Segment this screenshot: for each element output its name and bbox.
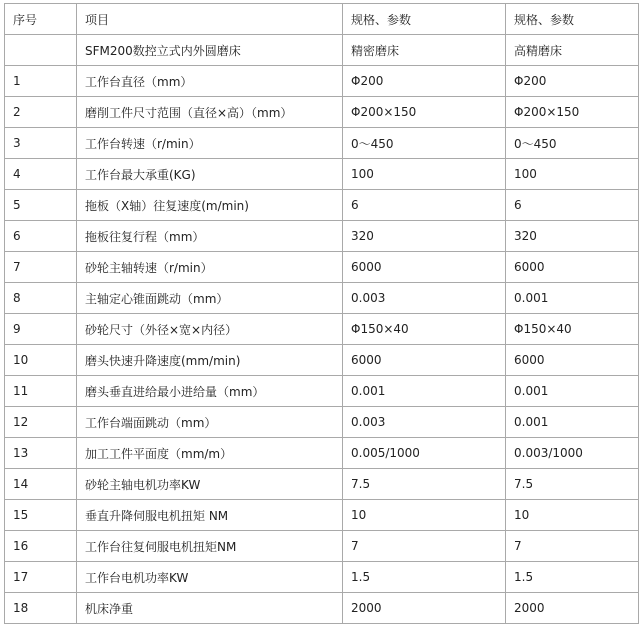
model-no xyxy=(5,35,77,66)
row-value-precision: Φ200×150 xyxy=(343,97,506,128)
row-value-precision: 7 xyxy=(343,531,506,562)
row-item: 磨头快速升降速度(mm/min) xyxy=(77,345,343,376)
row-value-precision: 7.5 xyxy=(343,469,506,500)
table-row xyxy=(5,159,639,190)
row-item: 机床净重 xyxy=(77,593,343,624)
row-item: 磨削工件尺寸范围（直径×高）（mm） xyxy=(77,97,343,128)
row-item: 拖板（X轴）往复速度(m/min) xyxy=(77,190,343,221)
row-value-precision: 6000 xyxy=(343,345,506,376)
row-value-high-precision: 1.5 xyxy=(506,562,639,593)
row-item: 工作台直径（mm） xyxy=(77,66,343,97)
header-item: 项目 xyxy=(77,4,343,35)
table-row xyxy=(5,252,639,283)
row-value-high-precision: 0～450 xyxy=(506,128,639,159)
row-item: 工作台端面跳动（mm） xyxy=(77,407,343,438)
row-number: 12 xyxy=(5,407,77,438)
table-row xyxy=(5,221,639,252)
row-number: 17 xyxy=(5,562,77,593)
header-spec-b: 规格、参数 xyxy=(506,4,639,35)
row-value-high-precision: 6 xyxy=(506,190,639,221)
row-number: 16 xyxy=(5,531,77,562)
row-value-high-precision: 6000 xyxy=(506,345,639,376)
row-value-precision: 0.001 xyxy=(343,376,506,407)
row-number: 7 xyxy=(5,252,77,283)
row-number: 13 xyxy=(5,438,77,469)
model-row xyxy=(5,35,639,66)
row-item: 拖板往复行程（mm） xyxy=(77,221,343,252)
row-number: 3 xyxy=(5,128,77,159)
row-value-high-precision: 0.001 xyxy=(506,283,639,314)
spec-table-body xyxy=(5,4,639,624)
row-value-precision: Φ200 xyxy=(343,66,506,97)
table-row xyxy=(5,376,639,407)
table-row xyxy=(5,190,639,221)
row-item: 磨头垂直进给最小进给量（mm） xyxy=(77,376,343,407)
row-number: 8 xyxy=(5,283,77,314)
table-row xyxy=(5,128,639,159)
row-number: 6 xyxy=(5,221,77,252)
row-value-precision: 100 xyxy=(343,159,506,190)
row-item: 工作台往复伺服电机扭矩NM xyxy=(77,531,343,562)
row-value-high-precision: 100 xyxy=(506,159,639,190)
row-value-precision: 2000 xyxy=(343,593,506,624)
row-value-precision: 1.5 xyxy=(343,562,506,593)
model-grade-b: 高精磨床 xyxy=(506,35,639,66)
row-value-high-precision: 0.001 xyxy=(506,376,639,407)
row-value-high-precision: 2000 xyxy=(506,593,639,624)
row-number: 10 xyxy=(5,345,77,376)
row-value-high-precision: 10 xyxy=(506,500,639,531)
row-item: 砂轮主轴转速（r/min） xyxy=(77,252,343,283)
row-value-precision: 6000 xyxy=(343,252,506,283)
row-number: 9 xyxy=(5,314,77,345)
row-value-high-precision: 0.003/1000 xyxy=(506,438,639,469)
row-number: 2 xyxy=(5,97,77,128)
row-value-high-precision: 6000 xyxy=(506,252,639,283)
row-item: 垂直升降伺服电机扭矩 NM xyxy=(77,500,343,531)
row-value-high-precision: 7 xyxy=(506,531,639,562)
table-row xyxy=(5,562,639,593)
table-row xyxy=(5,438,639,469)
table-row xyxy=(5,407,639,438)
header-no: 序号 xyxy=(5,4,77,35)
row-item: 工作台最大承重(KG) xyxy=(77,159,343,190)
row-item: 砂轮主轴电机功率KW xyxy=(77,469,343,500)
row-number: 1 xyxy=(5,66,77,97)
table-row xyxy=(5,500,639,531)
row-item: 加工工件平面度（mm/m） xyxy=(77,438,343,469)
row-value-precision: 0～450 xyxy=(343,128,506,159)
row-value-high-precision: 320 xyxy=(506,221,639,252)
row-value-high-precision: 0.001 xyxy=(506,407,639,438)
table-row xyxy=(5,314,639,345)
row-value-precision: 0.005/1000 xyxy=(343,438,506,469)
row-number: 18 xyxy=(5,593,77,624)
row-value-precision: 320 xyxy=(343,221,506,252)
table-row xyxy=(5,66,639,97)
row-value-precision: 0.003 xyxy=(343,283,506,314)
row-number: 15 xyxy=(5,500,77,531)
row-value-high-precision: Φ200×150 xyxy=(506,97,639,128)
row-value-high-precision: Φ150×40 xyxy=(506,314,639,345)
model-name: SFM200数控立式内外圆磨床 xyxy=(77,35,343,66)
table-row xyxy=(5,283,639,314)
row-number: 4 xyxy=(5,159,77,190)
table-row xyxy=(5,469,639,500)
table-row xyxy=(5,593,639,624)
row-value-high-precision: Φ200 xyxy=(506,66,639,97)
row-value-precision: 10 xyxy=(343,500,506,531)
row-value-precision: Φ150×40 xyxy=(343,314,506,345)
row-item: 砂轮尺寸（外径×宽×内径） xyxy=(77,314,343,345)
model-grade-a: 精密磨床 xyxy=(343,35,506,66)
row-item: 工作台电机功率KW xyxy=(77,562,343,593)
row-number: 5 xyxy=(5,190,77,221)
row-value-precision: 6 xyxy=(343,190,506,221)
row-number: 11 xyxy=(5,376,77,407)
row-item: 主轴定心锥面跳动（mm） xyxy=(77,283,343,314)
row-number: 14 xyxy=(5,469,77,500)
row-value-precision: 0.003 xyxy=(343,407,506,438)
table-row xyxy=(5,531,639,562)
spec-table xyxy=(4,3,639,624)
header-row xyxy=(5,4,639,35)
table-row xyxy=(5,345,639,376)
table-row xyxy=(5,97,639,128)
row-value-high-precision: 7.5 xyxy=(506,469,639,500)
row-item: 工作台转速（r/min） xyxy=(77,128,343,159)
header-spec-a: 规格、参数 xyxy=(343,4,506,35)
